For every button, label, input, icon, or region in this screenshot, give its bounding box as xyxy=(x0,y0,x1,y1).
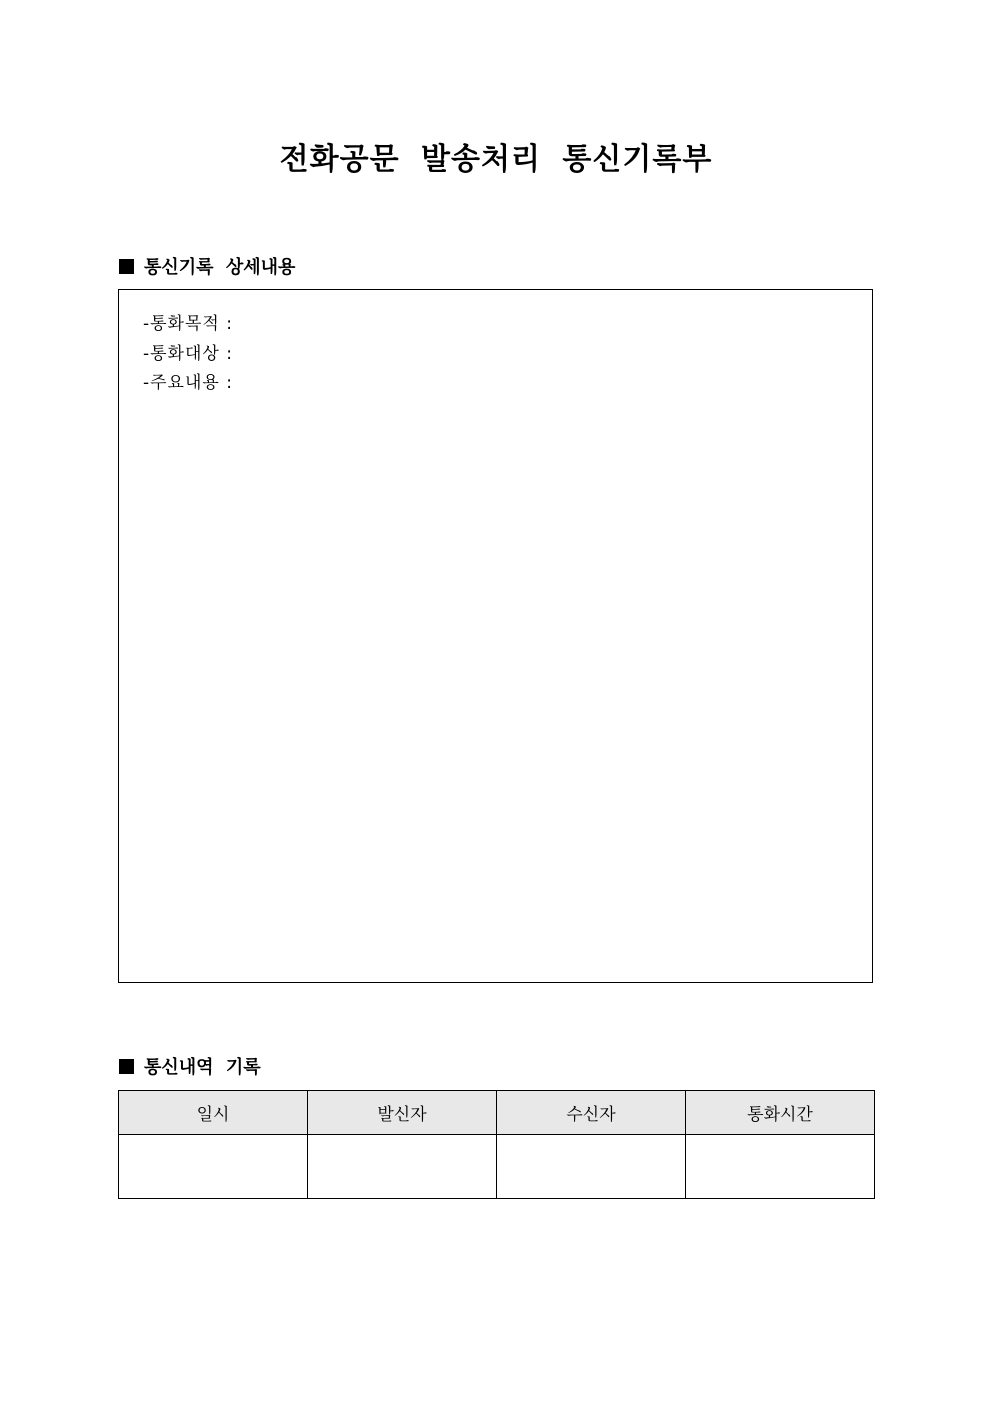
detail-line-target: -통화대상 : xyxy=(143,343,233,364)
section-heading-details-label: 통신기록 상세내용 xyxy=(144,257,296,278)
details-lines xyxy=(143,310,233,399)
section-heading-details xyxy=(119,253,295,279)
cell-receiver[interactable] xyxy=(497,1135,686,1199)
call-log-table xyxy=(118,1090,875,1199)
section-heading-log-label: 통신내역 기록 xyxy=(144,1057,261,1078)
column-header-duration: 통화시간 xyxy=(686,1091,875,1135)
cell-duration[interactable] xyxy=(686,1135,875,1199)
column-header-receiver: 수신자 xyxy=(497,1091,686,1135)
column-header-caller: 발신자 xyxy=(308,1091,497,1135)
cell-caller[interactable] xyxy=(308,1135,497,1199)
page-title: 전화공문 발송처리 통신기록부 xyxy=(279,142,713,177)
cell-datetime[interactable] xyxy=(119,1135,308,1199)
section-heading-log xyxy=(119,1053,261,1079)
table-row xyxy=(119,1135,875,1199)
column-header-datetime: 일시 xyxy=(119,1091,308,1135)
square-bullet-icon xyxy=(119,259,134,274)
square-bullet-icon xyxy=(119,1059,134,1074)
detail-line-content: -주요내용 : xyxy=(143,373,233,393)
details-box[interactable] xyxy=(118,289,873,983)
detail-line-purpose: -통화목적 : xyxy=(143,314,233,334)
table-header-row xyxy=(119,1091,875,1135)
